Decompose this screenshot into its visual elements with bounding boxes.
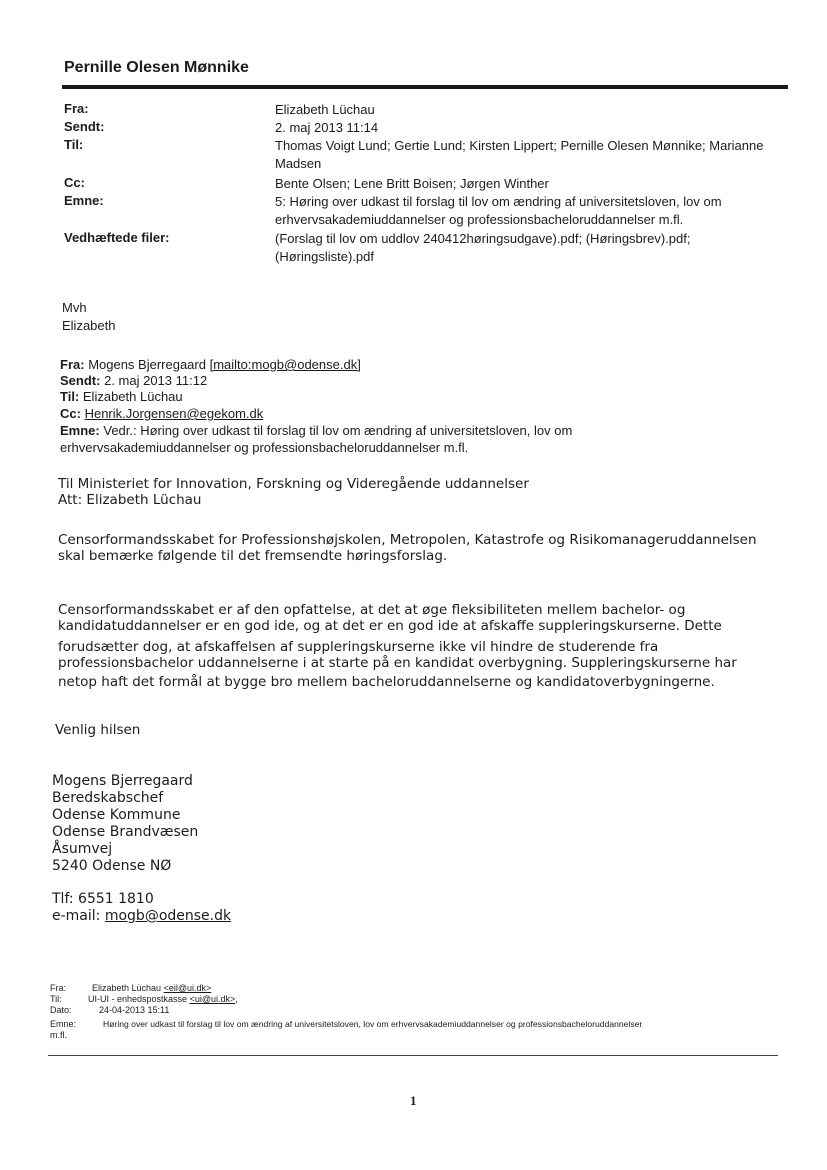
orig-to-email-link[interactable]: <ui@ui.dk> xyxy=(189,994,236,1004)
greeting-line-1: Mvh xyxy=(62,300,87,315)
para2-line-5: netop haft det formål at bygge bro mellem bacheloruddannelserne og kandidatoverbygningerne. xyxy=(58,674,715,690)
para1-line-1: Censorformandsskabet for Professionshøjskolen, Metropolen, Katastrofe og Risikomanageruddannelsen xyxy=(58,532,757,548)
signature-email-label: e-mail: xyxy=(52,908,101,924)
fwd-sent-value: 2. maj 2013 11:12 xyxy=(104,373,208,388)
signature-org-1: Odense Kommune xyxy=(52,807,181,823)
signature-city: 5240 Odense NØ xyxy=(52,858,172,874)
fwd-sent-row xyxy=(60,373,207,388)
signature-name: Mogens Bjerregaard xyxy=(52,773,193,789)
to-label: Til: xyxy=(64,137,84,152)
signature-org-2: Odense Brandvæsen xyxy=(52,824,199,840)
orig-from-email-link[interactable]: <eil@ui.dk> xyxy=(163,983,212,993)
fwd-to-value: Elizabeth Lüchau xyxy=(82,389,183,404)
sent-label: Sendt: xyxy=(64,119,105,134)
fwd-subject-row xyxy=(60,423,572,438)
subject-value: 5: Høring over udkast til forslag til lov om ændring af universitetsloven, lov om erhvervsakademiuddannelser og professionsbacheloruddannelser m.fl. xyxy=(275,194,722,227)
page-number: 1 xyxy=(410,1093,417,1108)
para2-line-3: forudsætter dog, at afskaffelsen af suppleringskurserne ikke vil hindre de studerende fra xyxy=(58,639,659,655)
fwd-from-mailto-link[interactable]: [mailto:mogb@odense.dk] xyxy=(209,357,361,372)
footer-divider xyxy=(48,1055,778,1056)
fwd-cc-email-link[interactable]: Henrik.Jorgensen@egekom.dk xyxy=(84,406,264,421)
orig-from-name: Elizabeth Lüchau xyxy=(92,983,162,993)
sent-value: 2. maj 2013 11:14 xyxy=(275,120,379,135)
fwd-from-value: Mogens Bjerregaard xyxy=(88,357,206,372)
orig-to-row xyxy=(88,994,238,1004)
para1-line-2: skal bemærke følgende til det fremsendte høringsforslag. xyxy=(58,548,448,564)
orig-from-row xyxy=(92,983,211,993)
fwd-to-row xyxy=(60,389,183,404)
orig-subject-cont: m.fl. xyxy=(50,1030,67,1040)
attachments-label: Vedhæftede filer: xyxy=(64,230,170,245)
signature-street: Åsumvej xyxy=(52,841,113,857)
closing: Venlig hilsen xyxy=(55,722,141,738)
header-divider xyxy=(62,85,788,89)
subject-label: Emne: xyxy=(64,193,104,208)
addressee-line-2: Att: Elizabeth Lüchau xyxy=(58,492,202,508)
orig-to-suffix: , xyxy=(235,994,238,1004)
fwd-cc-label: Cc: xyxy=(60,406,81,421)
signature-email-link[interactable]: mogb@odense.dk xyxy=(104,908,232,924)
to-value: Thomas Voigt Lund; Gertie Lund; Kirsten Lippert; Pernille Olesen Mønnike; Marianne Madsen xyxy=(275,138,764,171)
from-label: Fra: xyxy=(64,101,89,116)
from-value: Elizabeth Lüchau xyxy=(275,102,375,117)
fwd-subject-value-1: Vedr.: Høring over udkast til forslag til lov om ændring af universitetsloven, lov om xyxy=(103,423,573,438)
signature-phone: Tlf: 6551 1810 xyxy=(52,891,154,907)
para2-line-2: kandidatuddannelser er en god ide, og at det er en god ide at afskaffe suppleringskurserne. Dette xyxy=(58,618,722,634)
signature-title: Beredskabschef xyxy=(52,790,164,806)
orig-date-value: 24-04-2013 15:11 xyxy=(99,1005,170,1015)
orig-subject-value: Høring over udkast til forslag til lov om ændring af universitetsloven, lov om erhvervsakademiuddannelser og professionsbacheloruddannelser xyxy=(103,1019,643,1029)
cc-value: Bente Olsen; Lene Britt Boisen; Jørgen Winther xyxy=(275,176,549,191)
cc-label: Cc: xyxy=(64,175,85,190)
orig-to-label: Til: xyxy=(50,994,62,1004)
orig-to-name: UI-UI - enhedspostkasse xyxy=(88,994,188,1004)
orig-from-label: Fra: xyxy=(50,983,67,993)
orig-date-label: Dato: xyxy=(50,1005,72,1015)
signature-email-row xyxy=(52,908,231,924)
fwd-from-row xyxy=(60,357,361,372)
fwd-sent-label: Sendt: xyxy=(60,373,101,388)
fwd-cc-row xyxy=(60,406,263,421)
addressee-line-1: Til Ministeriet for Innovation, Forskning og Videregående uddannelser xyxy=(58,476,529,492)
orig-subject-label: Emne: xyxy=(50,1019,77,1029)
greeting-line-2: Elizabeth xyxy=(62,318,116,333)
para2-line-4: professionsbachelor uddannelserne i at starte på en kandidat overbygning. Suppleringskurserne har xyxy=(58,655,737,671)
attachments-value: (Forslag til lov om uddlov 240412høringsudgave).pdf; (Høringsbrev).pdf; (Høringsliste).pdf xyxy=(275,231,691,264)
fwd-subject-label: Emne: xyxy=(60,423,100,438)
fwd-from-label: Fra: xyxy=(60,357,85,372)
fwd-to-label: Til: xyxy=(60,389,80,404)
sender-name: Pernille Olesen Mønnike xyxy=(64,59,249,76)
fwd-subject-value-2: erhvervsakademiuddannelser og professionsbacheloruddannelser m.fl. xyxy=(60,440,469,455)
para2-line-1: Censorformandsskabet er af den opfattelse, at det at øge fleksibiliteten mellem bachelor- og xyxy=(58,602,686,618)
